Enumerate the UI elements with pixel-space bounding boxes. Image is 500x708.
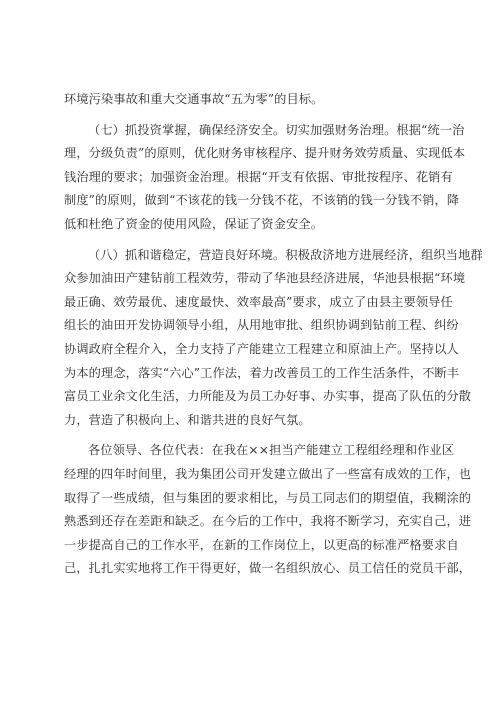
text-line: 富员工业余文化生活，力所能及为员工办好事、办实事，提高了队伍的分散 xyxy=(64,389,472,404)
text-line: 取得了一些成绩，但与集团的要求相比，与员工同志们的期望值，我糊涂的 xyxy=(64,490,472,505)
text-line: 力，营造了积极向上、和谐共进的良好气氛。 xyxy=(64,412,311,427)
paragraph-gap xyxy=(64,112,438,119)
paragraph-gap xyxy=(64,432,438,439)
text-line: 各位领导、各位代表：在我在××担当产能建立工程组经理和作业区 xyxy=(88,443,455,458)
text-line: （八）抓和谐稳定，营造良好环境。积极敌济地方进展经济，组织当地群 xyxy=(88,247,483,262)
paragraph xyxy=(64,119,466,237)
text-line: 组长的油田开发协调领导小组，从用地审批、组织协调到钻前工程、纠纷 xyxy=(64,318,459,333)
text-line: （七）抓投资掌握，确保经济安全。切实加强财务治理。根据“统一治 xyxy=(88,122,465,137)
document-body xyxy=(64,88,483,581)
text-line: 众参加油田产建钻前工程效劳，带动了华池县经济进展，华池县根据“环境 xyxy=(64,271,466,286)
text-line: 为本的理念，落实“六心”工作法，着力改善员工的工作生活条件，不断丰 xyxy=(64,365,460,380)
text-line: 协调政府全程介入，全力支持了产能建立工程建立和原油上产。坚持以人 xyxy=(64,341,459,356)
text-line: 环境污染事故和重大交通事故“五为零”的目标。 xyxy=(64,92,324,106)
paragraph-gap xyxy=(64,237,438,244)
paragraph xyxy=(64,88,438,112)
text-line: 熟悉到还存在差距和缺乏。在今后的工作中，我将不断学习，充实自己，进 xyxy=(64,514,472,529)
paragraph xyxy=(64,244,483,433)
text-line: 最正确、效劳最优、速度最快、效率最高”要求，成立了由县主要领导任 xyxy=(64,294,453,309)
text-line: 经理的四年时间里，我为集团公司开发建立做出了一些富有成效的工作，也 xyxy=(64,466,472,481)
text-line: 低和杜绝了资金的使用风险，保证了资金安全。 xyxy=(64,216,324,231)
text-line: 己，扎扎实实地将工作干得更好，做一名组织放心、员工信任的党员干部， xyxy=(64,561,472,576)
text-line: 一步提高自己的工作水平，在新的工作岗位上，以更高的标准严格要求自 xyxy=(64,537,459,552)
text-line: 制度”的原则，做到“不该花的钱一分钱不花，不该销的钱一分钱不销，降 xyxy=(64,193,460,208)
text-line: 理，分级负责”的原则，优化财务审核程序、提升财务效劳质量、实现低本 xyxy=(64,146,466,161)
text-line: 钱治理的要求；加强资金治理。根据“开支有依据、审批按程序、花销有 xyxy=(64,169,453,184)
paragraph xyxy=(64,439,472,581)
